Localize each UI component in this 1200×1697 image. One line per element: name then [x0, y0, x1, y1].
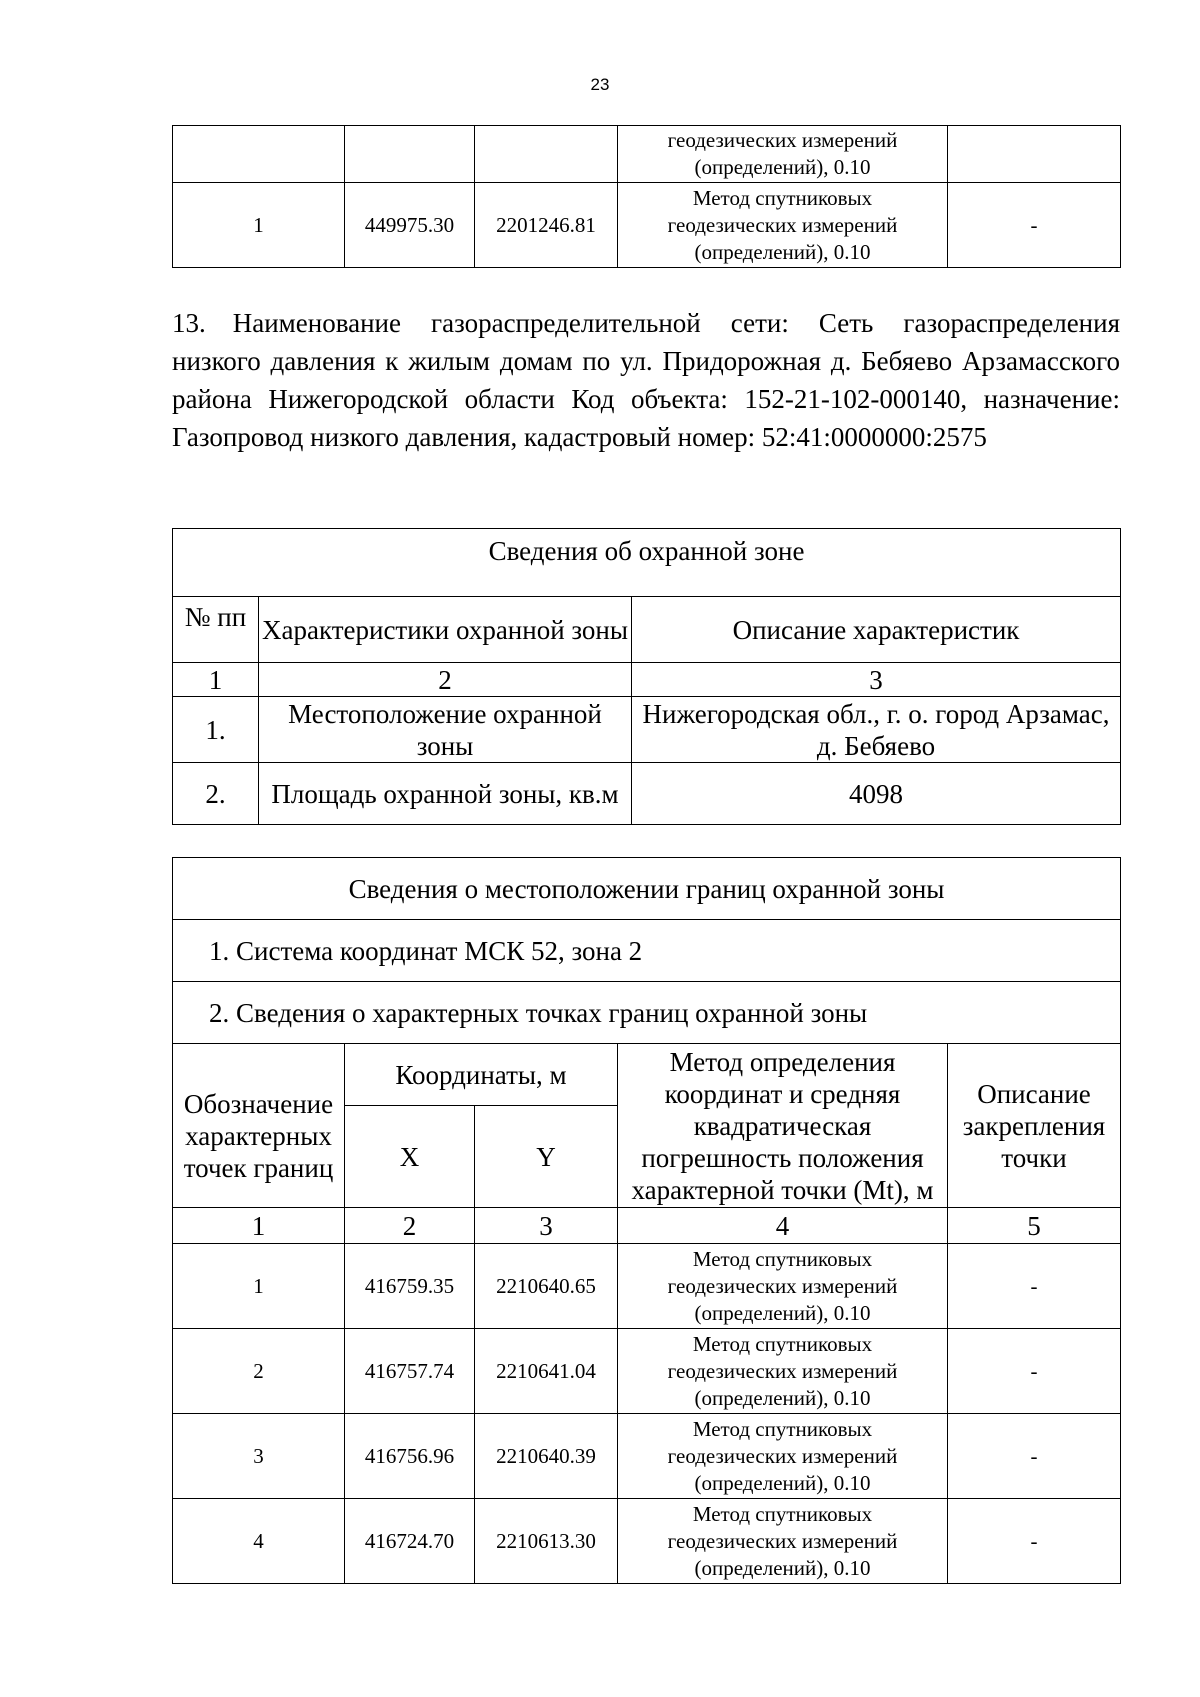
method-line: (определений), 0.10: [694, 1385, 871, 1410]
point-number-cell: 1: [173, 1244, 345, 1329]
method-line: (определений), 0.10: [694, 155, 871, 179]
method-cell: [618, 1414, 948, 1499]
row-value: Нижегородская обл., г. о. город Арзамас, д. Бебяево: [632, 697, 1121, 763]
header-num: № пп: [173, 597, 259, 663]
x-coord-cell: 416756.96: [345, 1414, 475, 1499]
x-coord-cell: 416759.35: [345, 1244, 475, 1329]
method-line: Метод спутниковых: [692, 1331, 873, 1356]
row-num: 2.: [173, 763, 259, 825]
y-coord-cell: 2210613.30: [475, 1499, 618, 1584]
index-cell: 1: [173, 663, 259, 697]
fixing-cell: -: [948, 183, 1121, 268]
header-method: Метод определения координат и средняя квадратическая погрешность положения характерной точки (Mt), м: [618, 1044, 948, 1208]
points-section-title: 2. Сведения о характерных точках границ охранной зоны: [173, 982, 1121, 1044]
fixing-cell: -: [948, 1329, 1121, 1414]
row-num: 1.: [173, 697, 259, 763]
x-coord-cell: 449975.30: [345, 183, 475, 268]
method-line: геодезических измерений: [667, 128, 898, 152]
method-line: Метод спутниковых: [692, 185, 873, 210]
index-cell: 3: [632, 663, 1121, 697]
y-coord-cell: 2210640.39: [475, 1414, 618, 1499]
y-coord-cell: [475, 126, 618, 183]
point-number-cell: 2: [173, 1329, 345, 1414]
method-line: (определений), 0.10: [694, 239, 871, 264]
table-row: [173, 1414, 1121, 1499]
boundary-points-table: [172, 857, 1121, 1584]
header-designation: Обозначение характерных точек границ: [173, 1044, 345, 1208]
method-line: геодезических измерений: [667, 1273, 898, 1298]
method-line: геодезических измерений: [667, 212, 898, 237]
method-line: (определений), 0.10: [694, 1555, 871, 1580]
table-row: [173, 1244, 1121, 1329]
coordinate-system: 1. Система координат МСК 52, зона 2: [173, 920, 1121, 982]
y-coord-cell: 2210641.04: [475, 1329, 618, 1414]
point-number-cell: 3: [173, 1414, 345, 1499]
coord-table-title: Сведения о местоположении границ охранной зоны: [173, 858, 1121, 920]
index-cell: 2: [345, 1208, 475, 1244]
row-value: 4098: [632, 763, 1121, 825]
method-line: (определений), 0.10: [694, 1470, 871, 1495]
fixing-cell: -: [948, 1244, 1121, 1329]
method-cell: [618, 126, 948, 183]
table-row: [173, 763, 1121, 825]
index-cell: 1: [173, 1208, 345, 1244]
method-line: геодезических измерений: [667, 1528, 898, 1553]
header-description: Описание характеристик: [632, 597, 1121, 663]
method-line: Метод спутниковых: [692, 1501, 873, 1526]
header-characteristics: Характеристики охранной зоны: [259, 597, 632, 663]
method-line: Метод спутниковых: [692, 1246, 873, 1271]
row-characteristic: Площадь охранной зоны, кв.м: [259, 763, 632, 825]
fixing-cell: [948, 126, 1121, 183]
table-row: [173, 1499, 1121, 1584]
point-number-cell: [173, 126, 345, 183]
index-cell: 3: [475, 1208, 618, 1244]
x-coord-cell: [345, 126, 475, 183]
x-coord-cell: 416757.74: [345, 1329, 475, 1414]
index-cell: 5: [948, 1208, 1121, 1244]
method-cell: [618, 1329, 948, 1414]
row-characteristic: Местоположение охранной зоны: [259, 697, 632, 763]
y-coord-cell: 2210640.65: [475, 1244, 618, 1329]
fixing-cell: -: [948, 1499, 1121, 1584]
method-cell: [618, 1244, 948, 1329]
zone-table-title: Сведения об охранной зоне: [173, 529, 1121, 597]
method-line: Метод спутниковых: [692, 1416, 873, 1441]
method-line: геодезических измерений: [667, 1358, 898, 1383]
header-y: Y: [475, 1106, 618, 1208]
fixing-cell: -: [948, 1414, 1121, 1499]
point-number-cell: 1: [173, 183, 345, 268]
method-line: (определений), 0.10: [694, 1300, 871, 1325]
header-fixing: Описание закрепления точки: [948, 1044, 1121, 1208]
protection-zone-table: [172, 528, 1121, 825]
index-row: [173, 663, 1121, 697]
y-coord-cell: 2201246.81: [475, 183, 618, 268]
section-13-text: 13. Наименование газораспределительной сети: Сеть газораспределения низкого давления к жилым домам по ул. Придорожная д. Бебяево Арзамасского района Нижегородской области Код объекта: 152-21-102-000140, назначение: Газопровод низкого давления, кадастровый номер: 52:41:0000000:2575: [172, 308, 1120, 452]
method-line: геодезических измерений: [667, 1443, 898, 1468]
method-cell: [618, 183, 948, 268]
x-coord-cell: 416724.70: [345, 1499, 475, 1584]
point-number-cell: 4: [173, 1499, 345, 1584]
table-row: [173, 126, 1121, 183]
table-row: [173, 1329, 1121, 1414]
index-cell: 4: [618, 1208, 948, 1244]
table-row: [173, 697, 1121, 763]
table-row: [173, 183, 1121, 268]
header-coordinates: Координаты, м: [345, 1044, 618, 1106]
points-table-continuation: [172, 125, 1121, 268]
header-x: X: [345, 1106, 475, 1208]
page-number: 23: [590, 75, 610, 94]
index-cell: 2: [259, 663, 632, 697]
index-row: [173, 1208, 1121, 1244]
method-cell: [618, 1499, 948, 1584]
